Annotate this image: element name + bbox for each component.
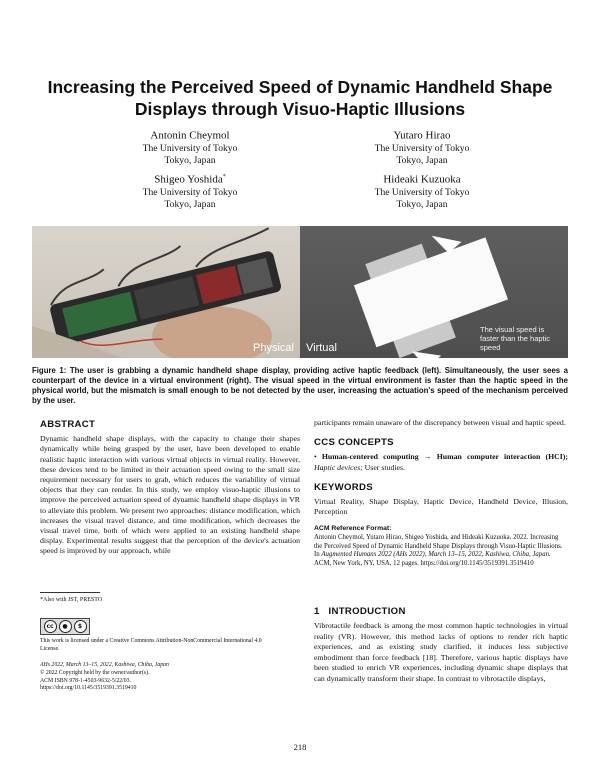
- ccs-text: • Human-centered computing → Human computer interaction (HCI); Haptic devices; User studies.: [314, 452, 568, 472]
- right-column: [314, 418, 568, 568]
- author-block: [312, 170, 532, 211]
- author-name: Yutaro Hirao: [393, 129, 451, 142]
- author-affiliation: The University of Tokyo: [374, 186, 470, 198]
- cc-license-badge[interactable]: [40, 618, 90, 635]
- author-block: [80, 170, 300, 211]
- publication-info: [40, 662, 280, 693]
- by-icon: ●: [59, 620, 72, 633]
- title-line-1: Increasing the Perceived Speed of Dynamic Handheld Shape: [47, 77, 553, 97]
- introduction-heading: 1 INTRODUCTION: [314, 606, 406, 617]
- introduction-text: Vibrotactile feedback is among the most common haptic technologies in virtual reality (VR). However, this method lacks of options to render rich haptic experiences, and as existing study clarified, it induces less subjective embodiment than force feedback [18]. Therefore, various haptic displays have been studied to enrich VR experiences, including dynamic shape displays that can dynamically transform their shape. In contrast to vibrotactile displays,: [314, 621, 568, 683]
- virtual-render: [300, 226, 568, 358]
- keywords-heading: KEYWORDS: [314, 481, 373, 493]
- title-line-2: Displays through Visuo-Haptic Illusions: [134, 99, 466, 119]
- nc-icon: $: [74, 620, 87, 633]
- abstract-continued: participants remain unaware of the discrepancy between visual and haptic speed.: [314, 418, 566, 427]
- author-affiliation: The University of Tokyo: [374, 142, 470, 154]
- device-illustration: [32, 226, 300, 358]
- author-name: Hideaki Kuzuoka: [383, 173, 461, 186]
- author-name: Antonin Cheymol: [150, 129, 230, 142]
- author-affiliation: The University of Tokyo: [142, 186, 238, 198]
- author-location: Tokyo, Japan: [164, 198, 216, 210]
- author-location: Tokyo, Japan: [164, 154, 216, 166]
- copyright-line: © 2022 Copyright held by the owner/author(s).: [40, 669, 150, 676]
- author-affiliation: The University of Tokyo: [142, 142, 238, 154]
- conference-line: AHs 2022, March 13–15, 2022, Kashiwa, Chiba, Japan: [40, 662, 169, 668]
- physical-photo: [32, 226, 300, 358]
- author-block: [312, 126, 532, 167]
- abstract-text: Dynamic handheld shape displays, with the capacity to change their shapes dynamically while being grasped by the user, have been developed to enable realistic haptic interaction with various virtual objects in virtual reality. However, these devices tend to be limited in their actuation speed owing to the small size requirement necessary for users to grab, which reduces the variability of virtual objects that they can render. In this study, we employ visuo-haptic illusions to improve the perceived actuation speed of dynamic handheld shape displays in VR to alleviate this problem. We present two approaches: distance modification, which increases the visual travel distance, and time modification, which decreases the visual travel time, both of which were applied to an existing handheld shape display. Experimental results suggest that the perception of the device's actuation speed is improved by our approach, while: [40, 434, 300, 556]
- reference-heading: ACM Reference Format:: [314, 525, 392, 533]
- acm-reference: [314, 525, 568, 568]
- footnote-rule: [40, 592, 100, 593]
- license-text: This work is licensed under a Creative Commons Attribution-NonCommercial International 4.0 License.: [40, 638, 262, 652]
- isbn-line: ACM ISBN 978-1-4503-9632-5/22/03.: [40, 677, 131, 684]
- doi-link[interactable]: https://doi.org/10.1145/3519391.3519410: [40, 685, 137, 692]
- author-block: [80, 126, 300, 167]
- left-column: [40, 420, 300, 557]
- abstract-heading: ABSTRACT: [40, 419, 96, 430]
- author-name: Shigeo Yoshida*: [154, 173, 226, 186]
- keywords-text: Virtual Reality, Shape Display, Haptic Device, Handheld Device, Illusion, Perception: [314, 497, 568, 517]
- introduction-section: [314, 606, 568, 685]
- physical-label: Physical: [253, 342, 294, 354]
- virtual-label: Virtual: [306, 342, 337, 354]
- figure-caption: Figure 1: The user is grabbing a dynamic handheld shape display, providing active haptic feedback (left). Simultaneously, the user sees a counterpart of the device in a virtual environment (right). The visual speed in the virtual environment is faster than the haptic speed in the physical world, but the mismatch is small enough to be not detected by the user, increasing the actuation's speed of the mechanism perceived by the user.: [32, 366, 568, 405]
- author-location: Tokyo, Japan: [396, 198, 448, 210]
- speed-note: The visual speed is faster than the haptic speed: [480, 325, 551, 352]
- ccs-heading: CCS CONCEPTS: [314, 437, 394, 449]
- footnote: *Also with JST, PRESTO: [40, 597, 103, 603]
- author-location: Tokyo, Japan: [396, 154, 448, 166]
- cc-icon: cc: [44, 620, 57, 633]
- page-number: 218: [293, 742, 307, 752]
- paper-title: [40, 76, 560, 120]
- reference-text: Antonin Cheymol, Yutaro Hirao, Shigeo Yoshida, and Hideaki Kuzuoka. 2022. Increasing the Perceived Speed of Dynamic Handheld Shape Displays through Visuo-Haptic Illusions. In Augmented Humans 2022 (AHs 2022), March 13–15, 2022, Kashiwa, Chiba, Japan. ACM, New York, NY, USA, 12 pages. https://doi.org/10.1145/3519391.3519410: [314, 534, 563, 567]
- teaser-figure: [32, 226, 568, 358]
